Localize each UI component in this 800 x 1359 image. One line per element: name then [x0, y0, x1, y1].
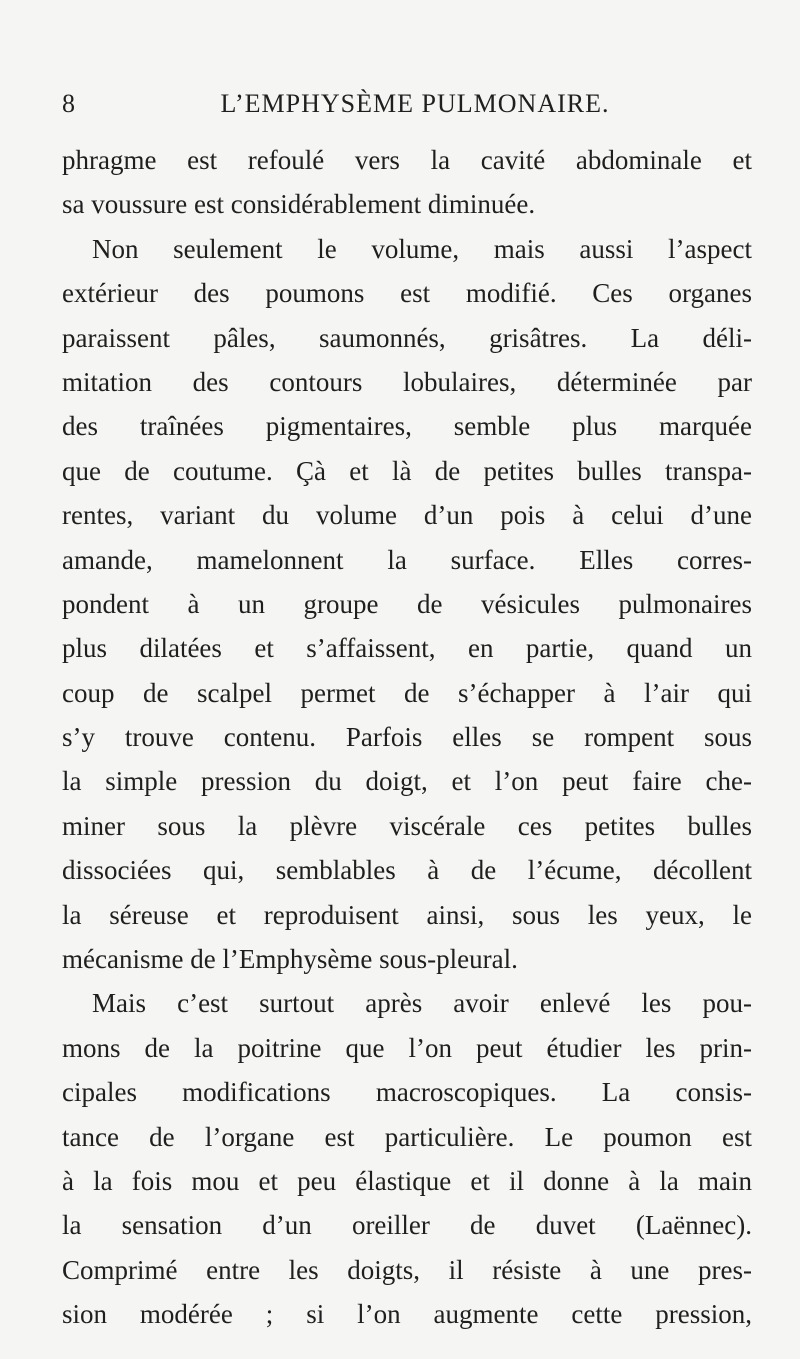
text-line: Non seulement le volume, mais aussi l’aspect [92, 233, 752, 264]
text-line: mécanisme de l’Emphysème sous-pleural. [62, 944, 518, 975]
running-title: L’EMPHYSÈME PULMONAIRE. [220, 89, 610, 118]
page-header [62, 84, 752, 124]
text-line: mitation des contours lobulaires, déterminée par [62, 366, 752, 397]
text-line: pondent à un groupe de vésicules pulmonaires [62, 588, 752, 619]
text-line: mons de la poitrine que l’on peut étudier les prin- [62, 1032, 752, 1063]
text-line: tance de l’organe est particulière. Le poumon est [62, 1121, 752, 1152]
text-line: coup de scalpel permet de s’échapper à l’air qui [62, 677, 752, 708]
text-line: s’y trouve contenu. Parfois elles se rompent sous [62, 722, 752, 753]
text-line: cipales modifications macroscopiques. La consis- [62, 1077, 752, 1108]
text-line: extérieur des poumons est modifié. Ces organes [62, 278, 752, 309]
text-line: amande, mamelonnent la surface. Elles corres- [62, 544, 752, 575]
text-line: que de coutume. Çà et là de petites bulles transpa- [62, 455, 752, 486]
text-line: phragme est refoulé vers la cavité abdominale et [62, 145, 752, 175]
page-number: 8 [62, 89, 75, 118]
text-line: la sensation d’un oreiller de duvet (Laënnec). [62, 1210, 752, 1241]
text-line: plus dilatées et s’affaissent, en partie, quand un [62, 633, 752, 664]
text-line: dissociées qui, semblables à de l’écume, décollent [62, 855, 752, 886]
book-page [62, 0, 752, 1359]
text-line: la séreuse et reproduisent ainsi, sous les yeux, le [62, 899, 752, 930]
text-line: rentes, variant du volume d’un pois à celui d’une [62, 500, 752, 531]
text-line: Comprimé entre les doigts, il résiste à une pres- [62, 1254, 752, 1285]
text-line: miner sous la plèvre viscérale ces petites bulles [62, 810, 752, 841]
text-line: sa voussure est considérablement diminuée. [62, 189, 536, 220]
text-line: paraissent pâles, saumonnés, grisâtres. La déli- [62, 322, 752, 353]
text-line: Mais c’est surtout après avoir enlevé les pou- [92, 988, 752, 1019]
text-line: la simple pression du doigt, et l’on peut faire che- [62, 766, 752, 797]
body-text [62, 138, 752, 1337]
text-line: des traînées pigmentaires, semble plus marquée [62, 411, 752, 442]
text-line: à la fois mou et peu élastique et il donne à la main [62, 1165, 752, 1196]
text-line: sion modérée ; si l’on augmente cette pression, [62, 1299, 752, 1330]
